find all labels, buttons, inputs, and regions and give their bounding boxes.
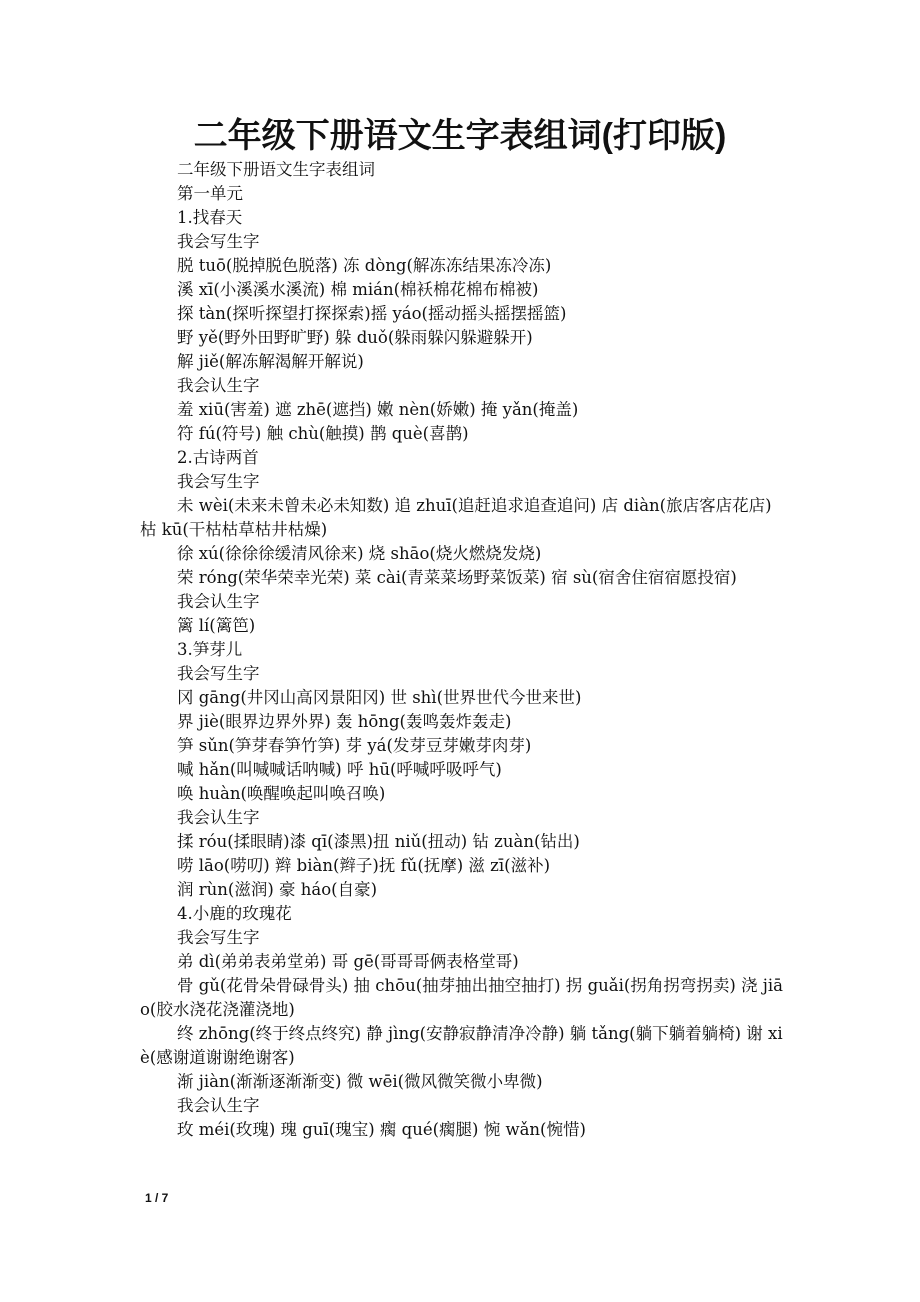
text-line: 野 yě(野外田野旷野) 躲 duǒ(躲雨躲闪躲避躲开) bbox=[177, 328, 533, 347]
text-line: 解 jiě(解冻解渴解开解说) bbox=[177, 352, 364, 371]
text-line: 弟 dì(弟弟表弟堂弟) 哥 gē(哥哥哥俩表格堂哥) bbox=[177, 952, 519, 971]
section-heading: 第一单元 bbox=[177, 184, 243, 203]
text-line: 冈 gāng(井冈山高冈景阳冈) 世 shì(世界世代今世来世) bbox=[177, 688, 582, 707]
text-line: 二年级下册语文生字表组词 bbox=[177, 160, 375, 179]
subsection-heading: 我会认生字 bbox=[177, 592, 260, 611]
text-line: 骨 gǔ(花骨朵骨碌骨头) 抽 chōu(抽芽抽出抽空抽打) 拐 guǎi(拐角拐弯拐卖) 浇 jiāo(胶水浇花浇灌浇地) bbox=[140, 976, 783, 1019]
subsection-heading: 我会认生字 bbox=[177, 376, 260, 395]
text-line: 未 wèi(未来未曾未必未知数) 追 zhuī(追赶追求追查追问) 店 diàn(旅店客店花店) 枯 kū(干枯枯草枯井枯燥) bbox=[140, 496, 772, 539]
text-line: 脱 tuō(脱掉脱色脱落) 冻 dòng(解冻冻结果冻冷冻) bbox=[177, 256, 552, 275]
text-line: 渐 jiàn(渐渐逐渐渐变) 微 wēi(微风微笑微小卑微) bbox=[177, 1072, 543, 1091]
subsection-heading: 我会写生字 bbox=[177, 928, 260, 947]
subsection-heading: 我会写生字 bbox=[177, 664, 260, 683]
subsection-heading: 我会认生字 bbox=[177, 808, 260, 827]
subsection-heading: 我会认生字 bbox=[177, 1096, 260, 1115]
text-line: 唠 lāo(唠叨) 辫 biàn(辫子)抚 fǔ(抚摩) 滋 zī(滋补) bbox=[177, 856, 551, 875]
lesson-heading: 3.笋芽儿 bbox=[177, 640, 243, 659]
lesson-heading: 1.找春天 bbox=[177, 208, 243, 227]
document-body bbox=[140, 158, 785, 1142]
text-line: 笋 sǔn(笋芽春笋竹笋) 芽 yá(发芽豆芽嫩芽肉芽) bbox=[177, 736, 532, 755]
text-line: 喊 hǎn(叫喊喊话呐喊) 呼 hū(呼喊呼吸呼气) bbox=[177, 760, 502, 779]
text-line: 唤 huàn(唤醒唤起叫唤召唤) bbox=[177, 784, 386, 803]
text-line: 荣 róng(荣华荣幸光荣) 菜 cài(青菜菜场野菜饭菜) 宿 sù(宿舍住宿宿愿投宿) bbox=[177, 568, 737, 587]
subsection-heading: 我会写生字 bbox=[177, 472, 260, 491]
lesson-heading: 4.小鹿的玫瑰花 bbox=[177, 904, 292, 923]
text-line: 润 rùn(滋润) 豪 háo(自豪) bbox=[177, 880, 378, 899]
text-line: 终 zhōng(终于终点终究) 静 jìng(安静寂静清净冷静) 躺 tǎng(躺下躺着躺椅) 谢 xiè(感谢道谢谢绝谢客) bbox=[140, 1024, 783, 1067]
text-line: 徐 xú(徐徐徐缓清风徐来) 烧 shāo(烧火燃烧发烧) bbox=[177, 544, 542, 563]
text-line: 探 tàn(探听探望打探探索)摇 yáo(摇动摇头摇摆摇篮) bbox=[177, 304, 567, 323]
text-line: 符 fú(符号) 触 chù(触摸) 鹊 què(喜鹊) bbox=[177, 424, 469, 443]
text-line: 揉 róu(揉眼睛)漆 qī(漆黑)扭 niǔ(扭动) 钻 zuàn(钻出) bbox=[177, 832, 580, 851]
subsection-heading: 我会写生字 bbox=[177, 232, 260, 251]
page-number: 1 / 7 bbox=[145, 1191, 169, 1205]
lesson-heading: 2.古诗两首 bbox=[177, 448, 259, 467]
text-line: 玫 méi(玫瑰) 瑰 guī(瑰宝) 瘸 qué(瘸腿) 惋 wǎn(惋惜) bbox=[177, 1120, 586, 1139]
text-line: 溪 xī(小溪溪水溪流) 棉 mián(棉袄棉花棉布棉被) bbox=[177, 280, 539, 299]
document-title: 二年级下册语文生字表组词(打印版) bbox=[193, 117, 727, 155]
text-line: 界 jiè(眼界边界外界) 轰 hōng(轰鸣轰炸轰走) bbox=[177, 712, 512, 731]
text-line: 篱 lí(篱笆) bbox=[177, 616, 256, 635]
text-line: 羞 xiū(害羞) 遮 zhē(遮挡) 嫩 nèn(娇嫩) 掩 yǎn(掩盖) bbox=[177, 400, 579, 419]
